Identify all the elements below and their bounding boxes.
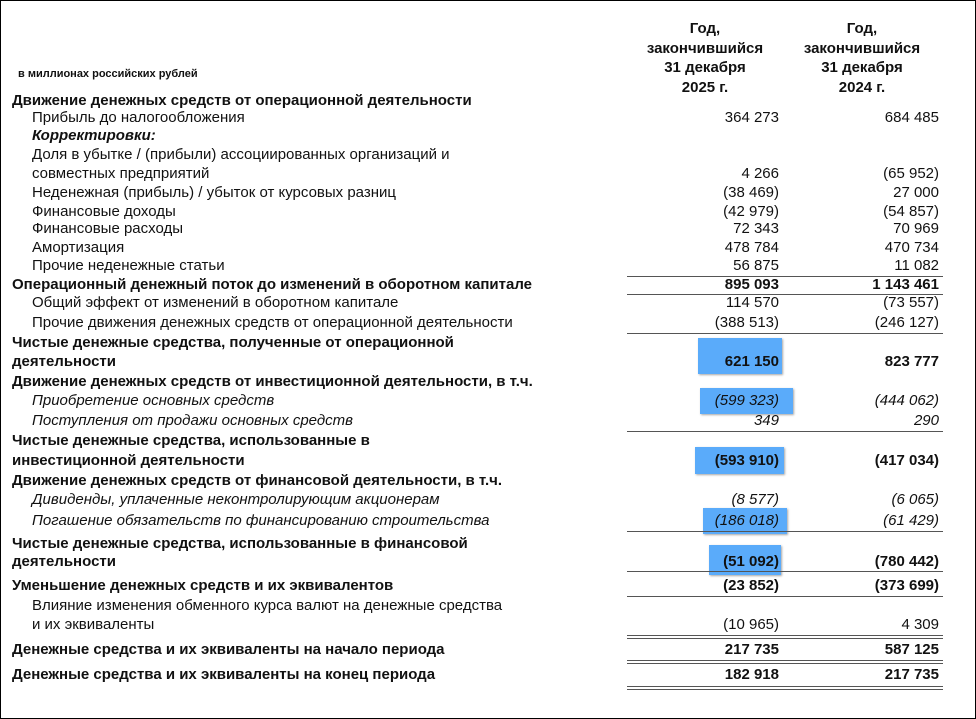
value-2024: 470 734: [884, 239, 939, 256]
table-row: [0, 293, 976, 313]
column-header-line: 31 декабря: [821, 59, 903, 76]
row-label: и их эквиваленты: [32, 616, 155, 633]
value-2025: (42 979): [723, 203, 779, 220]
value-2024: 587 125: [884, 641, 939, 658]
row-label: инвестиционной деятельности: [12, 452, 245, 469]
row-label: Влияние изменения обменного курса валют на денежные средства: [32, 597, 503, 614]
value-2025: 72 343: [733, 220, 779, 237]
table-row: [0, 552, 976, 572]
row-label: Движение денежных средств от финансовой деятельности, в т.ч.: [12, 472, 503, 489]
column-header-line: закончившийся: [646, 39, 764, 57]
row-label: Амортизация: [32, 239, 125, 256]
table-row: [0, 238, 976, 258]
value-2025: (8 577): [731, 491, 779, 508]
row-label: Чистые денежные средства, полученные от операционной: [12, 334, 454, 351]
unit-label: в миллионах российских рублей: [18, 68, 198, 80]
value-2024: 290: [913, 412, 939, 429]
value-2025: (593 910): [714, 452, 779, 469]
row-label: Поступления от продажи основных средств: [32, 412, 353, 429]
row-label: Операционный денежный поток до изменений в оборотном капитале: [12, 276, 533, 293]
value-2024: 4 309: [901, 616, 939, 633]
row-label: Прочие движения денежных средств от операционной деятельности: [32, 314, 513, 331]
value-2024: (61 429): [883, 512, 939, 529]
column-header-line: Год,: [846, 20, 878, 37]
table-row: [0, 313, 976, 333]
value-2024: (373 699): [874, 577, 939, 594]
table-row: [0, 145, 976, 165]
column-header-2024: [787, 19, 937, 97]
value-2024: 823 777: [884, 353, 939, 370]
table-row: [0, 275, 976, 295]
value-2025: 182 918: [724, 666, 779, 683]
double-underline: [627, 686, 943, 690]
value-2025: (38 469): [723, 184, 779, 201]
double-underline: [627, 660, 943, 664]
subtotal-line: [627, 571, 943, 572]
table-row: [0, 451, 976, 471]
table-row: [0, 511, 976, 531]
row-label: Финансовые доходы: [32, 203, 176, 220]
table-row: [0, 219, 976, 239]
row-label: совместных предприятий: [32, 165, 210, 182]
table-row: [0, 615, 976, 635]
column-header-line: 2025 г.: [681, 78, 729, 96]
value-2025: (599 323): [714, 392, 779, 409]
row-label: Движение денежных средств от инвестиционной деятельности, в т.ч.: [12, 373, 533, 390]
row-label: Чистые денежные средства, использованные в финансовой: [12, 535, 468, 552]
table-row: [0, 372, 976, 392]
value-2024: 27 000: [893, 184, 939, 201]
value-2025: (388 513): [714, 314, 779, 331]
value-2025: (51 092): [723, 553, 779, 570]
row-label: Неденежная (прибыль) / убыток от курсовых разниц: [32, 184, 396, 201]
value-2025: 217 735: [724, 641, 779, 658]
value-2025: 478 784: [724, 239, 779, 256]
table-row: [0, 576, 976, 596]
row-label: Общий эффект от изменений в оборотном капитале: [32, 294, 399, 311]
value-2025: 114 570: [725, 294, 779, 311]
value-2024: (6 065): [891, 491, 939, 508]
table-row: [0, 352, 976, 372]
column-header-line: 31 декабря: [664, 59, 746, 76]
row-label: Чистые денежные средства, использованные в: [12, 432, 370, 449]
value-2024: (73 557): [883, 294, 939, 311]
double-underline: [627, 635, 943, 639]
table-row: [0, 126, 976, 146]
subtotal-line: [627, 531, 943, 532]
value-2024: (417 034): [874, 452, 939, 469]
table-row: [0, 490, 976, 510]
value-2024: 70 969: [893, 220, 939, 237]
table-row: [0, 333, 976, 353]
value-2025: (10 965): [723, 616, 779, 633]
table-row: [0, 640, 976, 660]
row-label: Уменьшение денежных средств и их эквивалентов: [12, 577, 394, 594]
row-label: Прибыль до налогообложения: [32, 109, 245, 126]
row-label: Финансовые расходы: [32, 220, 184, 237]
value-2024: 1 143 461: [872, 276, 939, 293]
table-row: [0, 256, 976, 276]
row-label: Доля в убытке / (прибыли) ассоциированных организаций и: [32, 146, 450, 163]
value-2025: 895 093: [724, 276, 779, 293]
row-label: Денежные средства и их эквиваленты на конец периода: [12, 666, 436, 683]
table-row: [0, 534, 976, 554]
value-2024: (65 952): [883, 165, 939, 182]
column-header-line: 2024 г.: [838, 78, 886, 96]
value-2025: 621 150: [724, 353, 779, 370]
value-2025: 56 875: [733, 257, 779, 274]
table-row: [0, 183, 976, 203]
row-label: Погашение обязательств по финансированию строительства: [32, 512, 490, 529]
row-label: Дивиденды, уплаченные неконтролирующим акционерам: [32, 491, 440, 508]
row-label: Корректировки:: [32, 127, 156, 144]
column-header-2025: [630, 19, 780, 97]
column-header-line: закончившийся: [803, 39, 921, 57]
value-2025: 4 266: [741, 165, 779, 182]
value-2024: 684 485: [884, 109, 939, 126]
value-2024: (54 857): [883, 203, 939, 220]
value-2024: 11 082: [894, 257, 939, 274]
value-2024: (444 062): [874, 392, 939, 409]
row-label: Прочие неденежные статьи: [32, 257, 225, 274]
value-2024: (780 442): [874, 553, 939, 570]
value-2024: 217 735: [884, 666, 939, 683]
row-label: Приобретение основных средств: [32, 392, 275, 409]
column-header-line: Год,: [689, 20, 721, 37]
table-row: [0, 411, 976, 431]
table-row: [0, 431, 976, 451]
value-2025: (186 018): [714, 512, 779, 529]
table-row: [0, 665, 976, 685]
value-2025: 349: [753, 412, 779, 429]
table-row: [0, 391, 976, 411]
row-label: Движение денежных средств от операционной деятельности: [12, 92, 472, 109]
value-2024: (246 127): [874, 314, 939, 331]
value-2025: (23 852): [723, 577, 779, 594]
value-2025: 364 273: [724, 109, 779, 126]
row-label: деятельности: [12, 553, 116, 570]
table-row: [0, 108, 976, 128]
row-label: деятельности: [12, 353, 116, 370]
row-label: Денежные средства и их эквиваленты на начало периода: [12, 641, 445, 658]
table-row: [0, 471, 976, 491]
table-row: [0, 164, 976, 184]
table-row: [0, 596, 976, 616]
